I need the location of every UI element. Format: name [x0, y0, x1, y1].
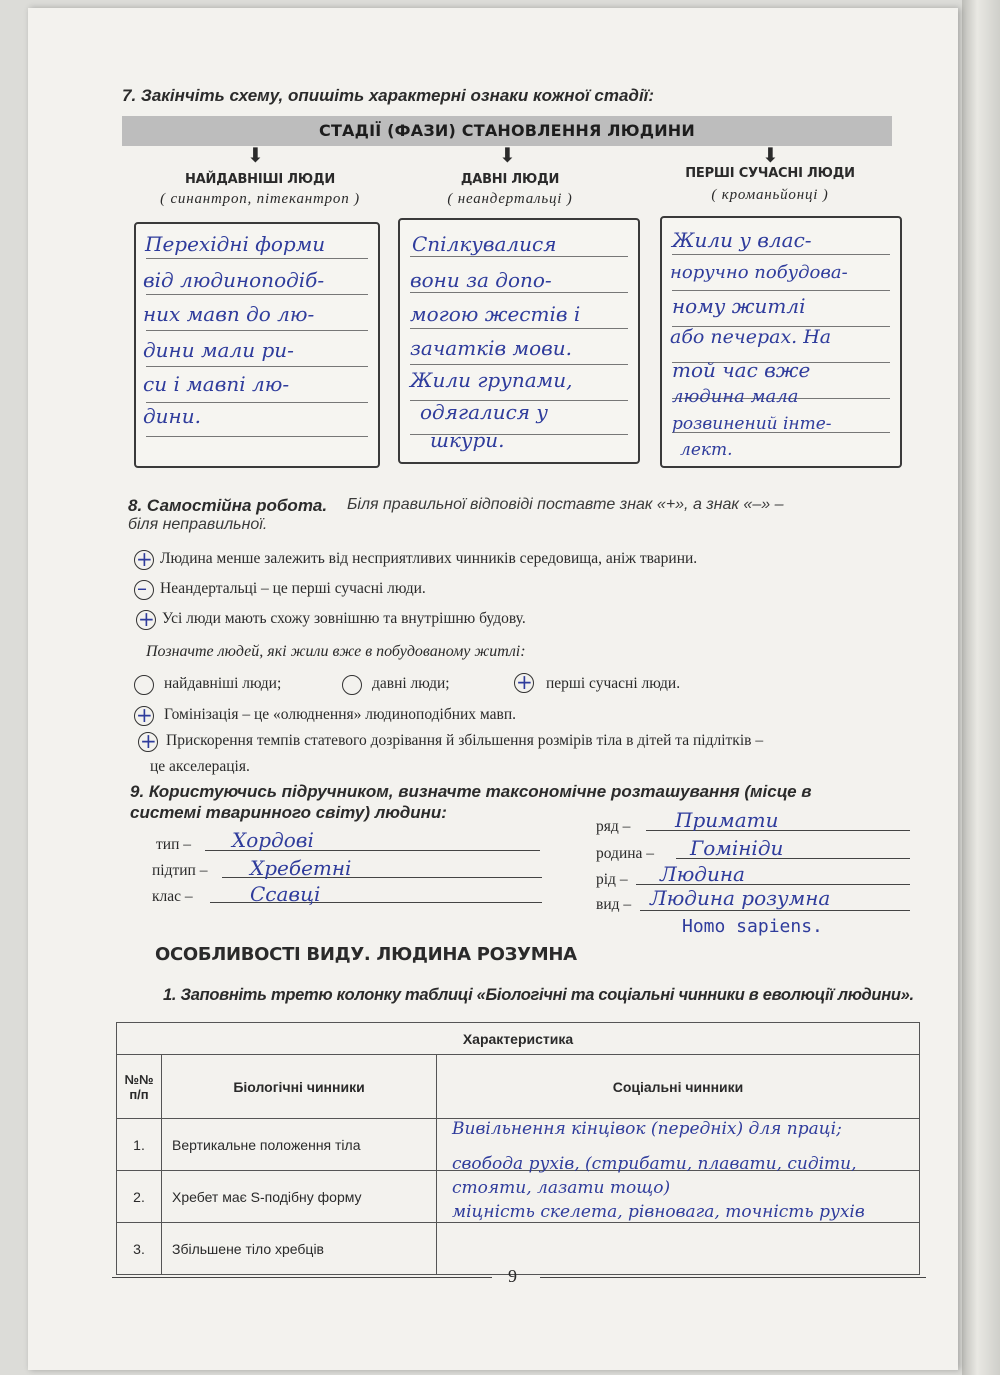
- book-edge: [962, 0, 1000, 1375]
- handwritten-answer: Примати: [675, 808, 779, 832]
- statement-text: Неандертальці – це перші сучасні люди.: [160, 580, 426, 597]
- taxon-label: клас –: [152, 888, 193, 905]
- footer-rule: [112, 1277, 492, 1278]
- handwritten-answer: Людина розумна: [650, 886, 831, 910]
- table-header: Біологічні чинники: [162, 1055, 437, 1119]
- option-text: давні люди;: [372, 675, 450, 692]
- task8-instruction: біля неправильної.: [128, 516, 268, 533]
- handwritten-answer: Жили групами,: [410, 368, 573, 392]
- task9-title: системі тваринного світу) людини:: [130, 803, 447, 822]
- handwritten-answer: Перехідні форми: [145, 232, 326, 256]
- table-header: №№ п/п: [117, 1055, 162, 1119]
- section-task1: 1. Заповніть третю колонку таблиці «Біологічні та соціальні чинники в еволюції людини».: [163, 986, 914, 1004]
- taxon-label: рід –: [596, 871, 628, 888]
- handwritten-answer: Людина: [660, 862, 745, 886]
- plus-mark: +: [516, 670, 533, 694]
- statement-text: Людина менше залежить від несприятливих чинників середовища, аніж тварини.: [160, 550, 698, 567]
- option-text: найдавніші люди;: [164, 675, 282, 692]
- stage-examples: ( синантроп, пітекантроп ): [160, 191, 360, 207]
- stage-name: НАЙДАВНІШІ ЛЮДИ: [184, 172, 336, 187]
- plus-mark: +: [136, 703, 153, 727]
- answer-line[interactable]: [640, 910, 910, 911]
- taxon-label: вид –: [596, 896, 632, 913]
- handwritten-answer: від людиноподіб-: [143, 268, 325, 292]
- handwritten-answer: Хребетні: [250, 856, 352, 880]
- plus-mark: +: [138, 607, 155, 631]
- table-header: Соціальні чинники: [437, 1055, 920, 1119]
- handwritten-answer: могою жестів і: [410, 302, 581, 326]
- option-text: перші сучасні люди.: [546, 675, 681, 692]
- task8-title: 8. Самостійна робота.: [128, 496, 328, 515]
- bio-factor: Вертикальне положення тіла: [162, 1119, 437, 1171]
- handwritten-answer: або печерах. На: [670, 326, 832, 348]
- handwritten-answer: Жили у влас-: [672, 228, 812, 252]
- section-heading: ОСОБЛИВОСТІ ВИДУ. ЛЮДИНА РОЗУМНА: [155, 944, 577, 965]
- taxon-label: родина –: [596, 845, 655, 862]
- stage-name: ПЕРШІ СУЧАСНІ ЛЮДИ: [685, 166, 855, 181]
- plus-mark: +: [140, 729, 157, 753]
- plus-mark: +: [136, 547, 153, 571]
- stage-name: ДАВНІ ЛЮДИ: [460, 172, 560, 187]
- statement-text: це акселерація.: [150, 758, 250, 775]
- minus-mark: –: [137, 576, 147, 600]
- stage-examples: ( неандертальці ): [447, 191, 573, 207]
- handwritten-answer: дини мали ри-: [143, 338, 294, 362]
- handwritten-answer: людина мала: [672, 386, 799, 407]
- handwritten-answer: Гомініди: [690, 836, 784, 860]
- arrow-down-icon: ⬇: [499, 145, 516, 167]
- task7-title: 7. Закінчіть схему, опишіть характерні ознаки кожної стадії:: [122, 86, 655, 105]
- task9-title: 9. Користуючись підручником, визначте таксономічне розташування (місце в: [130, 782, 812, 801]
- handwritten-answer: розвинений інте-: [672, 414, 832, 434]
- table-row: [117, 1223, 920, 1275]
- handwritten-answer: лект.: [680, 440, 733, 460]
- handwritten-answer: зачатків мови.: [410, 336, 573, 360]
- row-number: 3.: [117, 1223, 162, 1275]
- row-number: 2.: [117, 1171, 162, 1223]
- handwritten-answer: одягалися у: [420, 400, 549, 424]
- handwritten-answer: свобода рухів, (стрибати, плавати, сидіти, стояти, лазати тощо): [452, 1154, 857, 1198]
- stage-examples: ( кроманьйонці ): [711, 187, 829, 203]
- handwritten-answer: Ссавці: [250, 882, 321, 906]
- task8-instruction: Біля правильної відповіді поставте знак «+», а знак «–» –: [347, 496, 784, 513]
- handwritten-answer: Спілкувалися: [412, 232, 557, 256]
- task8-question: Позначте людей, які жили вже в побудованому житлі:: [146, 643, 526, 660]
- arrow-down-icon: ⬇: [247, 145, 264, 167]
- statement-text: Прискорення темпів статевого дозрівання й збільшення розмірів тіла в дітей та підлітків –: [166, 732, 764, 749]
- statement-text: Усі люди мають схожу зовнішню та внутрішню будову.: [162, 610, 526, 627]
- handwritten-answer: ному житлі: [672, 294, 806, 318]
- handwritten-answer: Вивільнення кінцівок (передніх) для праці;: [452, 1119, 842, 1139]
- stages-banner: СТАДІЇ (ФАЗИ) СТАНОВЛЕННЯ ЛЮДИНИ: [122, 116, 892, 146]
- handwritten-answer: той час вже: [672, 358, 811, 382]
- handwritten-answer: си і мавпі лю-: [143, 372, 290, 396]
- bio-factor: Хребет має S-подібну форму: [162, 1171, 437, 1223]
- row-number: 1.: [117, 1119, 162, 1171]
- option-circle[interactable]: [342, 675, 362, 695]
- table-caption: Характеристика: [117, 1023, 920, 1055]
- taxon-label: тип –: [156, 836, 191, 853]
- handwritten-answer: Хордові: [232, 828, 314, 852]
- handwritten-answer: вони за допо-: [410, 268, 552, 292]
- handwritten-answer: дини.: [143, 404, 201, 428]
- footer-rule: [540, 1277, 926, 1278]
- handwritten-answer: шкури.: [430, 428, 505, 452]
- taxon-label: підтип –: [152, 862, 208, 879]
- page-number: 9: [508, 1266, 517, 1286]
- option-circle[interactable]: [134, 675, 154, 695]
- handwritten-answer: міцність скелета, рівновага, точність рухів: [452, 1202, 865, 1222]
- factors-table: [116, 1022, 920, 1275]
- handwritten-answer: Homo sapiens.: [682, 916, 823, 937]
- bio-factor: Збільшене тіло хребців: [162, 1223, 437, 1275]
- arrow-down-icon: ⬇: [762, 145, 779, 167]
- taxon-label: ряд –: [596, 818, 631, 835]
- handwritten-answer: них мавп до лю-: [143, 302, 315, 326]
- handwritten-answer: норучно побудова-: [670, 262, 848, 283]
- statement-text: Гомінізація – це «олюднення» людиноподібних мавп.: [164, 706, 516, 723]
